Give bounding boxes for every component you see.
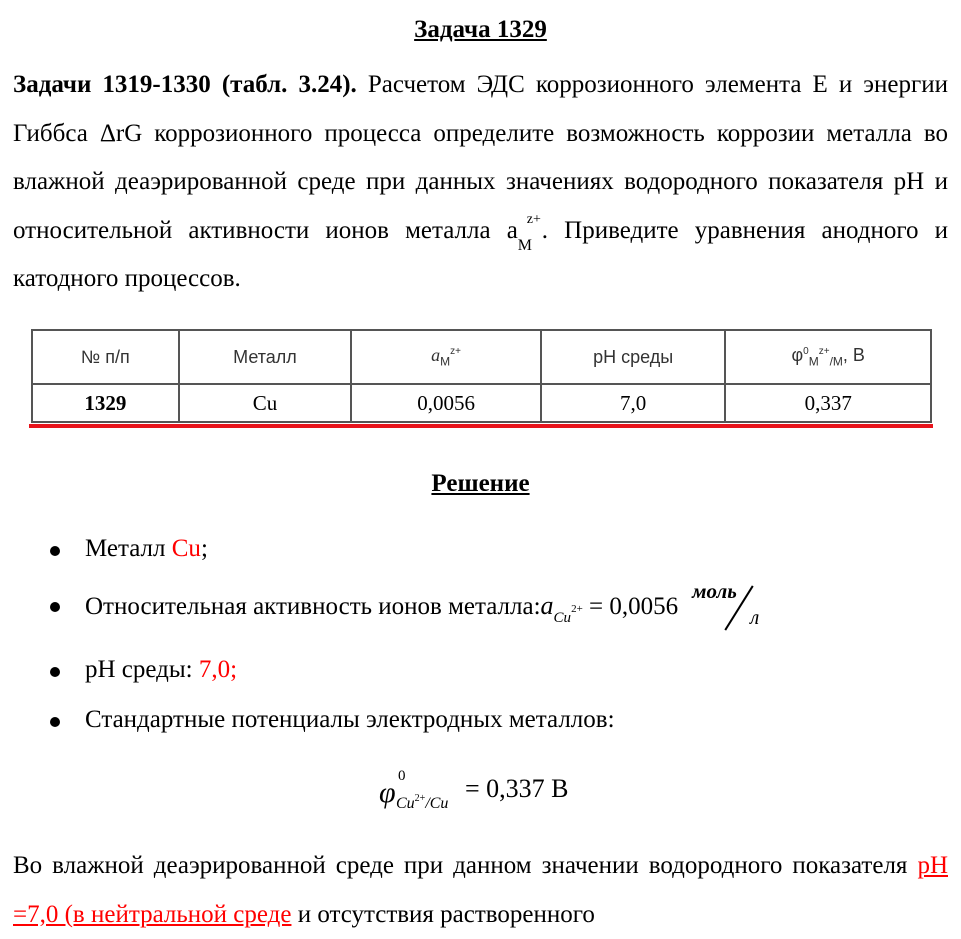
header-number: № п/п	[32, 330, 179, 384]
header-potential-base: φ	[791, 345, 804, 366]
phi-sub-charge: 2+	[414, 793, 426, 804]
header-activity-sup: z+	[450, 346, 461, 358]
potential-value: = 0,337 В	[465, 774, 569, 803]
header-potential-m: M	[808, 354, 819, 369]
phi-sub-metal: /Cu	[425, 795, 449, 812]
activity-ion: Cu	[553, 610, 572, 626]
data-table	[31, 329, 932, 423]
list-item-activity	[85, 579, 772, 630]
phi-superscript: 0	[398, 768, 406, 784]
phi-symbol: φ	[379, 776, 396, 809]
potentials-label: Стандартные потенциалы электродных металлов:	[85, 706, 615, 733]
activity-index	[517, 211, 542, 254]
problem-text-tail: . Приведите уравнения анодного и катодного процессов.	[13, 216, 948, 292]
header-ph: pH среды	[541, 330, 726, 384]
activity-label: Относительная активность ионов металла:	[85, 593, 541, 620]
table-underline	[29, 424, 933, 428]
unit-denominator: л	[750, 605, 760, 630]
bullet-dot	[50, 717, 60, 727]
header-potential-unit: , В	[842, 345, 865, 366]
activity-subscript: M	[517, 236, 533, 254]
standard-potential-formula	[379, 768, 639, 818]
table-header-row	[32, 330, 931, 384]
bullet-dot	[50, 602, 60, 612]
activity-superscript: z+	[526, 211, 541, 227]
page-title: Задача 1329	[414, 16, 547, 43]
cell-activity: 0,0056	[351, 384, 541, 422]
activity-value: = 0,0056	[582, 593, 679, 620]
list-item-ph	[85, 656, 237, 684]
metal-label: Металл	[85, 535, 172, 562]
cell-potential: 0,337	[725, 384, 931, 422]
header-activity-base: a	[431, 345, 441, 366]
metal-value: Cu	[171, 535, 201, 562]
header-potential-sup: z+	[818, 346, 830, 358]
cell-metal: Cu	[179, 384, 352, 422]
ph-label: pH среды:	[85, 656, 199, 683]
problem-text: Расчетом ЭДС коррозионного элемента Е и энергии Гиббса ΔrG коррозионного процесса определите возможность коррозии металла во влажной деаэрированной среде при данных значениях водородного показателя pH и относительной активности ионов металла a	[13, 71, 948, 244]
solution-paragraph	[13, 842, 948, 939]
header-metal: Металл	[179, 330, 352, 384]
problem-range-label: Задачи 1319-1330 (табл. 3.24).	[13, 71, 357, 98]
unit-numerator: моль	[692, 579, 737, 604]
header-potential	[725, 330, 931, 384]
solution-text-1: Во влажной деаэрированной среде при данном значении водородного показателя	[13, 852, 918, 879]
phi-sub-ion: Cu	[396, 795, 415, 812]
list-item-metal	[85, 535, 208, 563]
header-activity-sub: M	[440, 354, 451, 369]
metal-end: ;	[200, 535, 208, 562]
problem-statement	[13, 61, 948, 304]
list-item-potentials	[85, 706, 615, 734]
ph-value: 7,0;	[198, 656, 238, 683]
unit-mol-per-l	[692, 579, 772, 630]
cell-ph: 7,0	[541, 384, 726, 422]
solution-heading: Решение	[431, 470, 530, 497]
phi-subscript	[396, 795, 448, 813]
cell-number: 1329	[32, 384, 179, 422]
bullet-dot	[50, 546, 60, 556]
header-activity	[351, 330, 541, 384]
header-potential-slash: /M	[829, 354, 843, 369]
header-potential-sup0: 0	[803, 346, 809, 358]
solution-text-red: pH =7,0 (в нейтральной среде	[13, 852, 948, 928]
activity-symbol: a	[540, 591, 554, 620]
bullet-dot	[50, 667, 60, 677]
activity-charge: 2+	[571, 603, 583, 615]
solution-text-2: и отсутствия растворенного	[291, 900, 595, 928]
table-row	[32, 384, 931, 422]
